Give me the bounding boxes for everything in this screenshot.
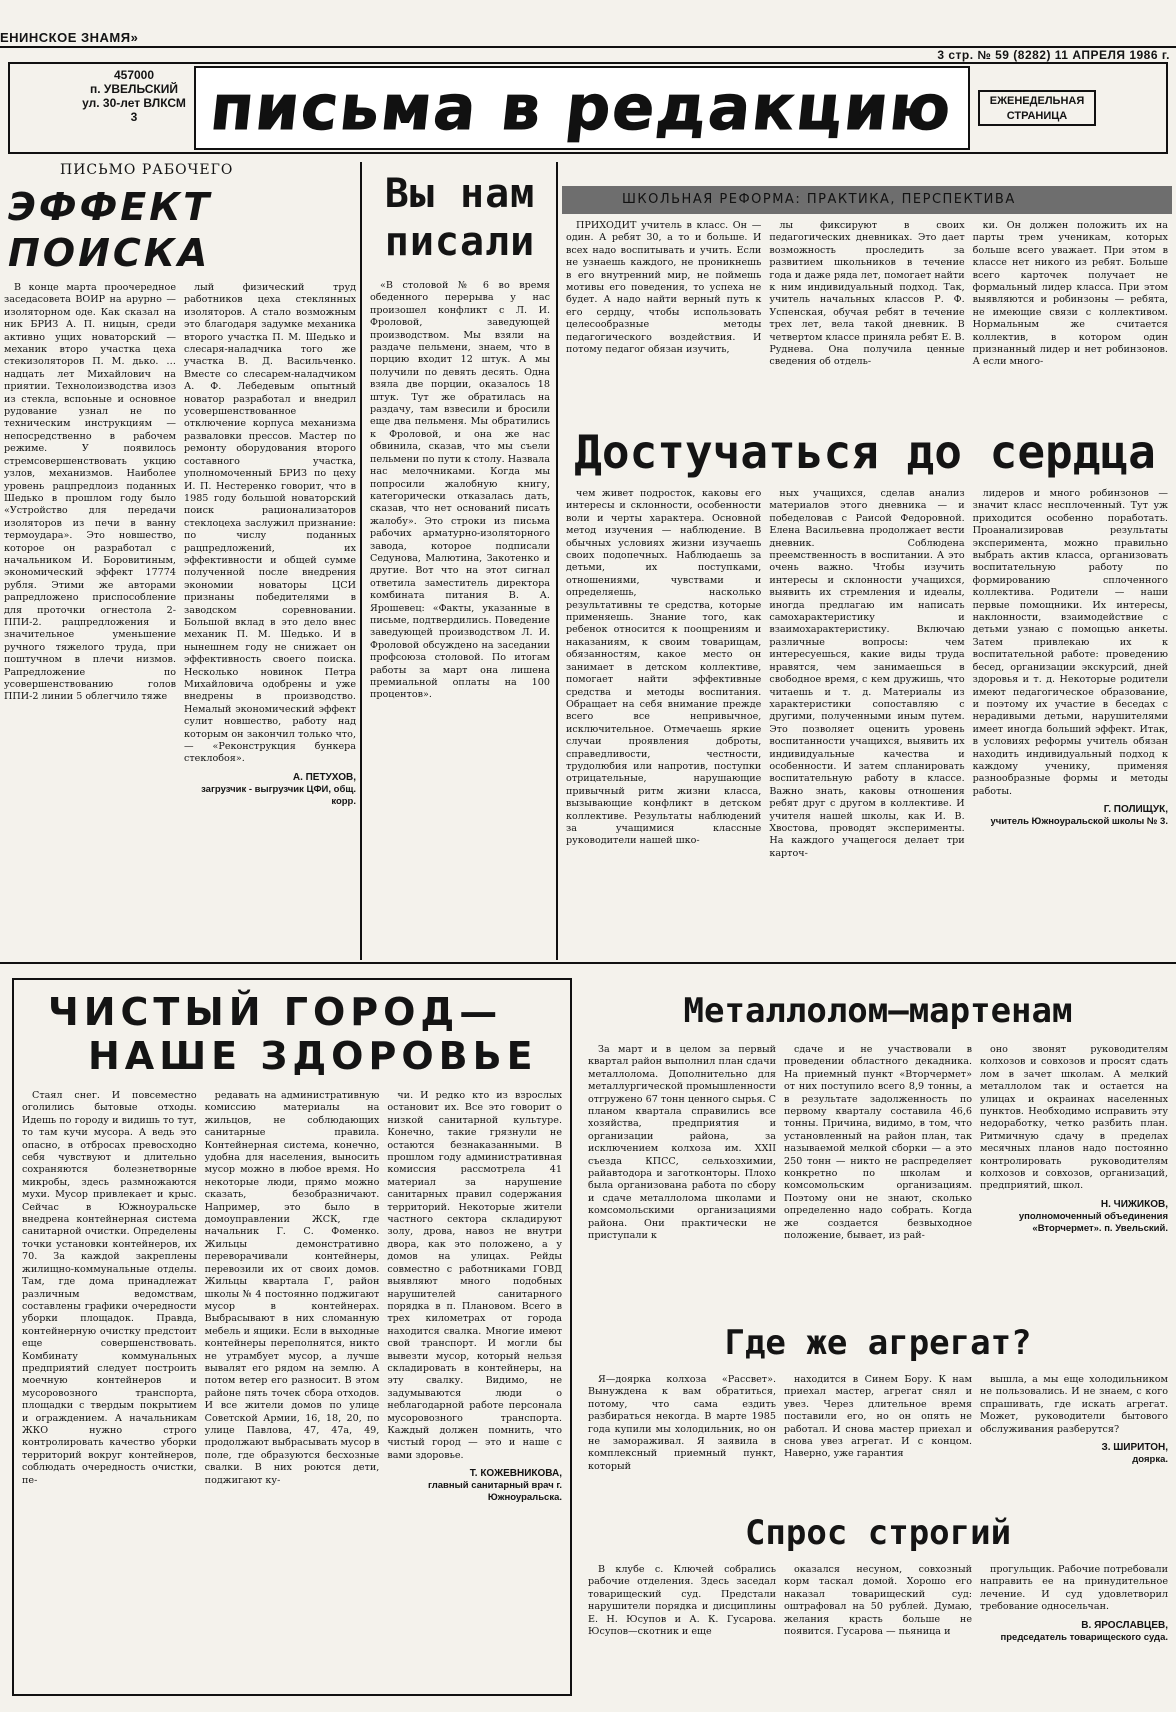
article-column: чи. И редко кто из взрослых остановит их. Все это говорит о низкой санитарной культуре. Конечно, такие грязнули не остаются безнаказанными. В прошлом году административная комиссия рассмотрела 41 материал за нарушение санитарных правил содержания территорий. Некоторые жители частного сектора складируют золу, дрова, навоз не внутри двора, как это положено, а у домов на улицах. Рейды совместно с работниками ГОВД выявляют много подобных нарушителей санитарного порядка в п. Плановом. Всего в трех километрах от города находится свалка. Многие имеют свой транспорт. И могли бы вывезти мусор, который нельзя складировать в контейнеры, на эту свалку. Видимо, не задумываются люди о неблагодарной работе персонала мусоровозного транспорта. Каждый должен помнить, что чистый город — это и наше с вами здоровье. Т. КОЖЕВНИКОВА, главный санитарный врач г. Южноуральска.: [387, 1090, 563, 1504]
section-title-box: [194, 66, 970, 150]
article-comrades-court: [584, 1512, 1172, 1702]
author-role: председатель товарищеского суда.: [1000, 1631, 1168, 1643]
editorial-address: [80, 68, 188, 148]
article-column: В клубе с. Ключей собрались рабочие отделения. Здесь заседал товарищеский суд. Предстали нарушители порядка и дисциплины Е. Н. Юсупов и А. К. Гусарова. Юсупов—скотник и еще: [588, 1564, 776, 1638]
address-line: ул. 30-лет ВЛКСМ: [82, 96, 186, 110]
weekly-label: ЕЖЕНЕДЕЛЬНАЯ СТРАНИЦА: [978, 90, 1096, 126]
article-kicker: ПИСЬМО РАБОЧЕГО: [60, 162, 234, 178]
section-title: письма в редакцию: [207, 71, 957, 144]
article-column: Стаял снег. И повсеместно оголились бытовые отходы. Идешь по городу и видишь то тут, то там кучи мусора. А ведь это опасно, в отбросах превосходно себя чувствуют и длительно сохраняются болезнетворные микробы, здесь размножаются мухи. Мусор привлекает и крыс. Сейчас в Южноуральске внедрена контейнерная система санитарной очистки. Определены точки установки контейнеров, их 70. За каждой закреплены жилищно-коммунальные отделы. Там, где дома принадлежат различным ведомствам, составлены графики очередности уборки площадок. Правда, контейнерную очистку предстоит еще совершенствовать. Комбинату коммунальных предприятий следует построить моечную контейнеров и мусоровозного транспорта, площадки с твердым покрытием и ограждением. А начальникам ЖКО нужно строго контролировать качество уборки территорий вокруг контейнеров, соблюдать очередность очистки, пе-: [22, 1090, 197, 1486]
author-role: главный санитарный врач г. Южноуральска.: [427, 1480, 563, 1504]
author-role: учитель Южноуральской школы № 3.: [990, 816, 1168, 828]
author-name: Н. ЧИЖИКОВ,: [1100, 1198, 1168, 1210]
article-column: редавать на административную комиссию материалы на жильцов, не соблюдающих санитарные правила. Контейнерная система, конечно, удобна для населения, выносить мусор можно в любое время. Но некоторые люди, прямо можно сказать, безобразничают. Например, это было в домоуправлении ЖСК, где начальник Г. С. Фоменко. Жильцы демонстративно переворачивали контейнеры, перевозили их от своих домов. Жильцы квартала Г, район школы № 4 постоянно поджигают мусор в контейнерах. Выбрасывают в них сломанную мебель и ящики. Если в выходные контейнеры переполнятся, никто не утрамбует мусор, а лучше вывалят его рядом на землю. А потом ветер его разносит. В этом районе пять точек сбора отходов. И все жители домов по улице Советской Армии, 16, 18, 20, по улице Павлова, 47, 47а, 49, продолжают выбрасывать мусор в поле, где образуются бесхозные свалки. В них роются дети, поджигают ку-: [204, 1090, 380, 1486]
article-school: [558, 162, 1172, 960]
newspaper-name: ЕНИНСКОЕ ЗНАМЯ»: [0, 30, 139, 45]
address-line: п. УВЕЛЬСКИЙ: [89, 82, 179, 96]
article-title: Где же агрегат?: [724, 1323, 1032, 1363]
rubric-banner: ШКОЛЬНАЯ РЕФОРМА: ПРАКТИКА, ПЕРСПЕКТИВА: [562, 186, 1172, 214]
author-name: Т. КОЖЕВНИКОВА,: [469, 1468, 563, 1480]
author-role: загрузчик - выгрузчик ЦФИ, общ. корр.: [201, 783, 356, 807]
author-name: В. ЯРОСЛАВЦЕВ,: [1081, 1619, 1168, 1631]
article-column: лидеров и много робинзонов — значит класс несплоченный. Тут уж приходится особенно поработать. Проанализировав результаты эксперимента, можно правильно выбрать актив класса, организовать воспитательную работу по формированию сплоченного коллектива. Родители — наши первые помощники. Их интересы, наклонности, взаимодействие с детьми узнаю с помощью анкеты. Затем привлекаю их к воспитательной работе: проведению бесед, организации экскурсий, дней здоровья и т. д. Некоторые родители имеют педагогическое образование, и поэтому их участие в беседах с нерадивыми детьми, нарушителями имеет иногда больший эффект. Итак, в условиях реформы учитель обязан находить индивидуальный подход к каждому ученику, применяя разнообразные формы и методы работы. Г. ПОЛИЩУК, учитель Южноуральской школы № 3.: [972, 488, 1168, 828]
article-clean-city: [12, 978, 572, 1696]
article-column: За март и в целом за первый квартал район выполнил план сдачи металлолома. Дополнительно для металлургической промышленности отгружено 67 тонн ценного сырья. С планом квартала справились все хозяйства, предприятия и организации района, за исключением колхоза им. XXII съезда КПСС, сельхозхимии, райавтодора и заготконторы. Плохо была организована работа по сбору и сдаче металлолома школами и комсомольскими организациями района. Они практически не приступали к: [588, 1044, 776, 1242]
article-title: НАШЕ ЗДОРОВЬЕ: [88, 1034, 538, 1078]
article-column: прогульщик. Рабочие потребовали направить ее на принудительное лечение. И суд удовлетворил требование односельчан. В. ЯРОСЛАВЦЕВ, председатель товарищеского суда.: [980, 1564, 1168, 1643]
author-role: уполномоченный объединения «Вторчермет». п. Увельский.: [1018, 1210, 1168, 1234]
article-column: Я—доярка колхоза «Рассвет». Вынуждена к вам обратиться, потому, что сама ездить разбираться некогда. В марте 1985 года купили мы холодильник, но он не замораживал. Я заявила в комплексный приемный пункт, который: [588, 1374, 776, 1472]
article-column: находится в Синем Бору. К нам приехал мастер, агрегат снял и увез. Через длительное время поставили его, но он опять не работал. И снова мастер приехал и снова увез агрегат. И с концом. Наверно, уже гарантия: [784, 1374, 972, 1460]
article-column: оказался несуном, совхозный корм таскал домой. Хорошо его наказал товарищеский суд: оштрафовал на 50 рублей. Думаю, желания красть больше не появится. Гусарова — пьяница и: [784, 1564, 972, 1638]
author-name: А. ПЕТУХОВ,: [292, 771, 356, 783]
author-role: доярка.: [1132, 1454, 1168, 1466]
article-title: Достучаться до сердца: [574, 425, 1156, 479]
article-column: лый физический труд работников цеха стеклянных изоляторов. А стало возможным это благодаря задумке механика второго участка П. М. Шедько и слесаря-наладчика того же участка В. Д. Васильченко. Вместе со слесарем-наладчиком А. Ф. Лебедевым опытный новатор разработал и внедрил усовершенствованное отключение корпуса механизма разваловки прессов. Мастер по ремонту оборудования второго составного участка, уполномоченный БРИЗ по цеху И. П. Нестеренко говорит, что в 1985 году большой новаторский поиск рационализаторов стеклоцеха заслужил признание: по числу поданных рацпредложений, их эффективности и общей сумме полученной после внедрения экономии новаторы ЦСИ признаны победителями в заводском соревновании. Большой вклад в это дело внес механик П. М. Шедько. И в нынешнем году не снижает он эффективность своего поиска. Несколько новинок Петра Михайловича одобрены и уже внедрены в производство. Немалый экономический эффект сулит новшество, работу над которым он закончил только что, — «Реконструкция бункера стеклобоя». А. ПЕТУХОВ, загрузчик - выгрузчик ЦФИ, общ. корр.: [184, 282, 356, 807]
address-line: 457000: [113, 68, 155, 82]
address-line: 3: [130, 110, 138, 124]
article-title: Спрос строгий: [744, 1513, 1012, 1553]
article-column: чем живет подросток, каковы его интересы и склонности, особенности воли и черты характера. Основной метод изучения — наблюдение. В обычных условиях жизни изучаешь своих подопечных. Наблюдаешь за детьми, их поступками, отношениями, чувствами и определяешь, насколько результативны те средства, которые применяешь. Знание того, как ребенок относится к поощрениям и наказаниям, к своим товарищам, обязанностям, какое место он занимает в детском коллективе, помогает найти эффективные средства и методы воспитания. Обращает на себя внимание прежде всего все непривычное, исключительное. Отмечаешь яркие случаи проявления доброты, справедливости, честности, трудолюбия или напротив, поступки отрицательные, нарушающие привычный ритм жизни класса, вызывающие конфликт в детском коллективе. Результаты наблюдений за учащимися классные руководители нашей шко-: [566, 488, 762, 847]
article-effect: [0, 162, 360, 952]
article-column: ных учащихся, сделав анализ материалов этого дневника — и победеловав с Раисой Федоровной. Елена Васильевна продолжает вести дневник. Соблюдена преемственность в воспитании. А это очень важно. Чтобы изучить интересы и склонности учащихся, выявить их стремления и идеалы, иногда предлагаю им написать самохарактеристику и взаимохарактеристику. Включаю различные вопросы: чем интересуешься, какие виды труда нравятся, чем занимаешься в свободное время, с кем дружишь, что читаешь и т. д. Материалы из характеристики сопоставляю с другими, полученными иным путем. Это позволяет оценить уровень воспитанности учащихся, выявить их индивидуальные качества и особенности. И затем спланировать воспитательную работу в классе. Важно знать, каковы отношения ребят друг с другом в коллективе. И учителя нашей школы, как И. В. Хвостова, проводят эксперименты. На каждого учащегося делает три карточ-: [769, 488, 965, 859]
article-column: оно звонят руководителям колхозов и совхозов и просят сдать лом в зачет школам. А мелкий металлолом так и остается на улицах и окраинах населенных пунктов. Необходимо исправить эту недоработку, четко разбить план. Ритмичную сдачу в пределах месячных планов надо постоянно контролировать руководителям колхозов и совхозов, организаций, предприятий, школ. Н. ЧИЖИКОВ, уполномоченный объединения «Вторчермет». п. Увельский.: [980, 1044, 1168, 1234]
article-column: сдаче и не участвовали в проведении областного декадника. На приемный пункт «Вторчермет» от них поступило всего 8,9 тонны, а в результате задолженность по первому кварталу составила 46,6 тонны. Причина, видимо, в том, что установленный на район план, так называемой мелкой сборки — а это 250 тонн — никто не распределяет конкретно по школам и комсомольским организациям. Поэтому они не знают, сколько определенно надо собрать. Когда же создается безвыходное положение, бывает, из рай-: [784, 1044, 972, 1242]
article-column: ПРИХОДИТ учитель в класс. Он — один. А ребят 30, а то и больше. И всех надо воспитывать и учить. Если не узнаешь каждого, не проникнешь в его внутренний мир, не поймешь мотивы его поведения, то успеха не будет. А надо найти верный путь к его сердцу, чтобы использовать целесообразные методы педагогического воздействия. И потому педагог обязан изучить,: [566, 220, 762, 356]
issue-info: 3 стр. № 59 (8282) 11 АПРЕЛЯ 1986 г.: [937, 48, 1170, 62]
author-name: Г. ПОЛИЩУК,: [1103, 804, 1168, 816]
section-header: [8, 62, 1168, 154]
article-title: Металлолом—мартенам: [683, 991, 1073, 1031]
article-title: ЭФФЕКТ ПОИСКА: [8, 185, 213, 275]
article-column: ки. Он должен положить их на парты трем ученикам, которых больше всего уважает. При этом в классе нет никого из ребят. Больше всего карточек получает не формальный лидер класса. При этом выявляются и робинзоны — ребята, не имеющие связи с коллективом. Нормальным же считается коллектив, в котором один признанный лидер и нет робинзонов. А если много-: [972, 220, 1168, 368]
article-title: Вы нам писали: [384, 171, 536, 265]
article-body: «В столовой № 6 во время обеденного перерыва у нас произошел конфликт с Л. И. Фроловой, заведующей производством. Мы взяли на раздаче пельмени, знаем, что в порцию входит 12 штук. А мы получили по девять десять. Одна взяла две порции, оказалось 18 штук. Тут же обратилась на раздачу, там взвесили и бросили еще два пельменя. Мы обратились к Фроловой, и она же нас обвинила, сказав, что мы съели пельмени по пути к столу. Назвала нас мелочниками. Когда мы попросили жалобную книгу, категорически отказалась дать, сказав, что нет оснований писать жалобу». Это строки из письма рабочих арматурно-изоляторного завода, которое подписали Седунова, Малютина, Закотенко и другие. Вот что на этот сигнал ответила заместитель директора комбината питания В. А. Ярошевец: «Факты, указанные в письме, подтвердились. Поведение заведующей производством Л. И. Фроловой обсуждено на заседании профсоюза столовой. По итогам работы за март она лишена премиальной оплаты на 100 процентов».: [370, 280, 550, 701]
article-scrap-metal: [584, 990, 1172, 1310]
author-name: З. ШИРИТОН,: [1101, 1442, 1168, 1454]
article-column: В конце марта проочередное заседасовета ВОИР на арурно — изоляторном оде. Как сказал на ник БРИЗ А. П. ницын, среди активно ущих новаторский — механик второ участка цеха стекизоляторов П. М. дько. …надцать лет Михайлович на приятии. Технолоизводства изоз из стекла, вспоьные и основное рудование узнал не по техническим инструкциям — непосредственно в рабочем режиме. У появилось стремсовершенствовать укцию узлов, механизмов. Наиболее уровень рацпредлоиз поданных Шедько в прошлом году было «Устройство для передачи изоляторов из печи в ванну термоудара». Это новшество, которое он разработал с начальником И. Боровитиным, экономический эффект 17774 рубля. Этими же авторами рапредложено приспособление для проточки огнестола 2-ППИ-2. рацпредложения и значительное уменьшение ручного тяжелого труда, при поштучном в плечи низмов. Рапредложение по усовершенствованию голов ППИ-2 линии 5 облегчило тяже: [4, 282, 176, 703]
article-refrigerator: [584, 1322, 1172, 1512]
article-column: лы фиксируют в своих педагогических дневниках. Это дает возможность проследить за развитием школьников в течение года и даже ряда лет, помогает найти к ним индивидуальный подход. Так, учитель начальных классов Р. Ф. Успенская, обучая ребят в течение трех лет, вела такой дневник. В четвертом классе приняла ребят Е. В. Руднева. Она получила ценные сведения об отдель-: [769, 220, 965, 368]
article-column: вышла, а мы еще холодильником не пользовались. И не знаем, с кого спрашивать, где искать агрегат. Может, руководители бытового обслуживания разберутся? З. ШИРИТОН, доярка.: [980, 1374, 1168, 1466]
article-letters: [370, 162, 550, 960]
article-title: ЧИСТЫЙ ГОРОД—: [48, 990, 503, 1034]
